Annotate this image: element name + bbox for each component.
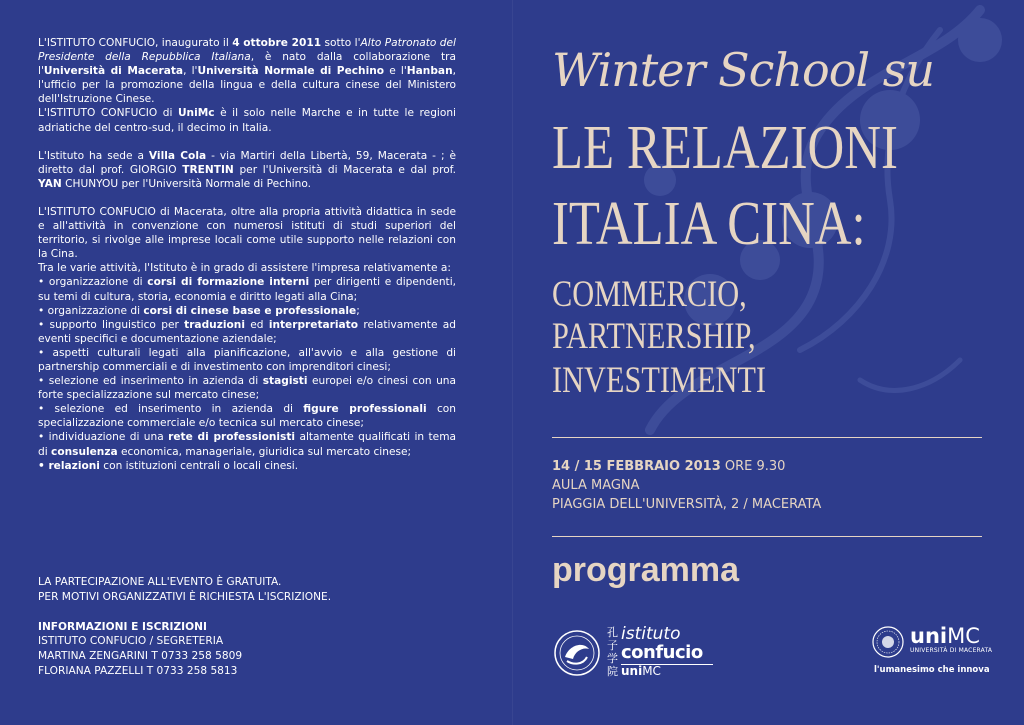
text-span: , è nato dalla collaborazione tra l' [38, 51, 456, 78]
text-span: economica, manageriale, giuridica sul mercato cinese; [117, 445, 412, 458]
location-paragraph [38, 149, 456, 191]
logo-word-unimc [621, 664, 661, 678]
intro-paragraph [38, 36, 456, 106]
secretariat-line: ISTITUTO CONFUCIO / SEGRETERIA [38, 635, 224, 648]
logo-word-confucio: confucio [621, 642, 703, 663]
title-line-2: ITALIA CINA: [552, 190, 866, 258]
bold-span: traduzioni [184, 318, 245, 331]
unimc-wordmark [910, 624, 980, 648]
bold-span: YAN [38, 177, 62, 190]
info-heading [38, 620, 458, 635]
confucio-seal-icon [553, 629, 601, 677]
subtitle-commercio: COMMERCIO, [552, 274, 747, 315]
bold-span: figure professionali [303, 403, 427, 416]
title-line-1: LE RELAZIONI [552, 114, 898, 182]
bold-span: corsi di formazione interni [147, 276, 310, 289]
bold-span: Hanban [406, 65, 453, 78]
event-venue: AULA MAGNA [552, 478, 640, 493]
activities-paragraph: L'ISTITUTO CONFUCIO di Macerata, oltre alla propria attività didattica in sede e all'attività in convenzione con numerosi istituti di studi superiori del territorio, si rivolge alle imprese locali come utile supporto nelle relazioni con la Cina. [38, 205, 456, 261]
bold-span: TRENTIN [182, 163, 234, 176]
left-text-column [38, 36, 456, 473]
logo-word-istituto: istituto [621, 624, 681, 644]
unimc-tagline: l'umanesimo che innova [874, 665, 990, 675]
text-span: L'ISTITUTO CONFUCIO di [38, 107, 178, 120]
italic-span: Alto Patronato del Presidente della Repubblica Italiana [38, 37, 456, 64]
winter-school-heading: Winter School su [552, 43, 934, 97]
event-address: PIAGGIA DELL'UNIVERSITÀ, 2 / MACERATA [552, 497, 822, 512]
contact-zengarini: MARTINA ZENGARINI T 0733 258 5809 [38, 650, 243, 663]
text-span: altamente qualificati in tema di [38, 431, 457, 458]
text-span: per l'Università di Macerata e dal prof. [233, 163, 456, 176]
service-bullet [38, 430, 456, 458]
text-span: • organizzazione di [38, 304, 144, 317]
divider-bottom [552, 536, 982, 537]
chinese-characters: 孔子学院 [607, 626, 618, 678]
bold-span: Università di Macerata [43, 65, 184, 78]
unimc-paragraph [38, 106, 456, 134]
text-span: • organizzazione di [38, 276, 148, 289]
text-span: per dirigenti e dipendenti, su temi di cultura, storia, economia e diritto legati alla Cina; [38, 276, 457, 303]
text-span: , l' [183, 65, 198, 78]
text-span: CHUNYOU per l'Università Normale di Pechino. [61, 177, 311, 190]
bold-span: interpretariato [268, 318, 359, 331]
text-span: relativamente ad eventi specifici e documentazione aziendale; [38, 318, 456, 345]
service-bullet [38, 346, 456, 374]
bold-span: INFORMAZIONI E ISCRIZIONI [38, 620, 207, 633]
bold-span: corsi di cinese base e professionale [143, 304, 357, 317]
event-date-line [552, 457, 821, 476]
text-span: • individuazione di una [38, 431, 169, 444]
divider-top [552, 437, 982, 438]
subtitle-investimenti: INVESTIMENTI [552, 360, 767, 401]
bold-span: UniMc [177, 107, 215, 120]
text-span: • selezione ed inserimento in azienda di [38, 375, 263, 388]
service-bullet [38, 402, 456, 430]
text-span: • aspetti culturali legati alla pianificazione, all'avvio e alla gestione di partnership commerciali e di investimento con imprenditori cinesi; [38, 346, 456, 373]
text-span: MC [642, 664, 661, 678]
text-span: • supporto linguistico per [38, 318, 185, 331]
unimc-subtitle: UNIVERSITÀ DI MACERATA [910, 647, 993, 654]
service-bullet [38, 459, 456, 473]
bold-span: uni [621, 664, 643, 678]
event-time: ORE 9.30 [720, 459, 786, 474]
service-bullet [38, 374, 456, 402]
fold-line [512, 0, 513, 725]
bold-span: consulenza [51, 445, 118, 458]
unimc-logo [872, 624, 1002, 676]
unimc-seal-icon [872, 626, 904, 658]
text-span: con istituzioni centrali o locali cinesi. [99, 459, 299, 472]
text-span: ; [356, 304, 360, 317]
istituto-confucio-logo [553, 624, 723, 684]
bold-span: Università Normale di Pechino [197, 65, 385, 78]
text-span: - via Martiri della Libertà, 59, Macerata - ; è diretto dal prof. GIORGIO [38, 149, 457, 176]
bold-span: 4 ottobre 2011 [232, 37, 322, 49]
bold-span: • relazioni [38, 459, 100, 472]
text-span: ed [244, 318, 269, 331]
text-span: è il solo nelle Marche e in tutte le regioni adriatiche del centro-sud, il decimo in Italia. [38, 107, 456, 134]
event-date: 14 / 15 FEBBRAIO 2013 [552, 459, 721, 474]
text-span: con specializzazione commerciale e/o tecnica sul mercato cinese; [38, 403, 456, 430]
free-participation-note: LA PARTECIPAZIONE ALL'EVENTO È GRATUITA. [38, 576, 282, 588]
text-span: europei e/o cinesi con una forte specializzazione sul mercato cinese; [38, 375, 456, 402]
programma-heading: programma [552, 551, 740, 589]
text-span: e l' [384, 65, 407, 78]
registration-info [38, 575, 458, 679]
bold-span: stagisti [262, 375, 308, 388]
text-span: , l'ufficio per la promozione della lingua e della cultura cinese del Ministero dell'Istruzione Cinese. [38, 65, 456, 106]
registration-required-note: PER MOTIVI ORGANIZZATIVI È RICHIESTA L'ISCRIZIONE. [38, 590, 332, 603]
bold-span: uni [910, 624, 948, 648]
event-details [552, 457, 821, 514]
service-bullet [38, 304, 456, 318]
text-span: L'Istituto ha sede a [38, 149, 149, 162]
services-intro: Tra le varie attività, l'Istituto è in grado di assistere l'impresa relativamente a: [38, 262, 451, 275]
text-span: MC [947, 624, 980, 648]
text-span: sotto l' [321, 37, 361, 49]
text-span: L'ISTITUTO CONFUCIO, inaugurato il [38, 37, 233, 49]
bold-span: Villa Cola [148, 149, 207, 162]
service-bullet [38, 275, 456, 303]
bold-span: rete di professionisti [168, 431, 296, 444]
subtitle-partnership: PARTNERSHIP, [552, 316, 756, 357]
service-bullet [38, 318, 456, 346]
text-span: • selezione ed inserimento in azienda di [38, 403, 304, 416]
contact-pazzelli: FLORIANA PAZZELLI T 0733 258 5813 [38, 664, 238, 677]
